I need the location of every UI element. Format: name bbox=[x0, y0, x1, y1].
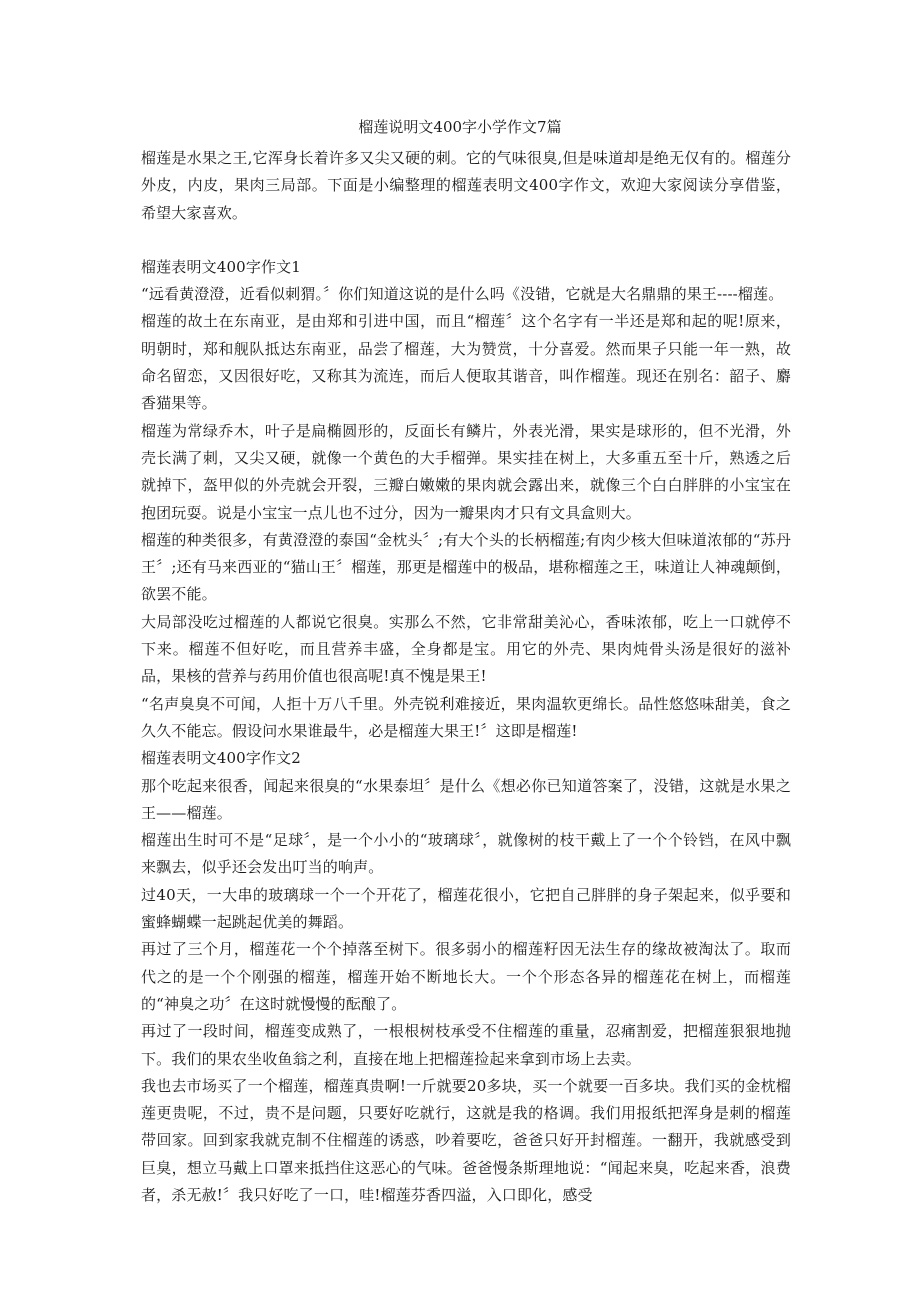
blank-line bbox=[141, 227, 791, 254]
section-heading-2: 榴莲表明文400字作文2 bbox=[141, 749, 301, 768]
paragraph: 我也去市场买了一个榴莲，榴莲真贵啊!一斤就要20多块，买一个就要一百多块。我们买的金枕榴莲更贵呢，不过，贵不是问题，只要好吃就行，这就是我的格调。我们用报纸把浑身是刺的榴莲带回家。回到家我就克制不住榴莲的诱惑，吵着要吃，爸爸只好开封榴莲。一翻开，我就感受到巨臭，想立马戴上口罩来抵挡住这恶心的气味。爸爸慢条斯理地说：“闻起来臭，吃起来香，浪费者，杀无赦!〞我只好吃了一口，哇!榴莲芬香四溢，入口即化，感受 bbox=[141, 1076, 791, 1204]
paragraph: 那个吃起来很香，闻起来很臭的“水果泰坦〞是什么《想必你已知道答案了，没错，这就是水果之王——榴莲。 bbox=[141, 776, 791, 822]
paragraph: 大局部没吃过榴莲的人都说它很臭。实那么不然，它非常甜美沁心，香味浓郁，吃上一口就停不下来。榴莲不但好吃，而且营养丰盛，全身都是宝。用它的外壳、果肉炖骨头汤是很好的滋补品，果核的营养与药用价值也很高呢!真不愧是果王! bbox=[141, 612, 791, 686]
document-body bbox=[141, 145, 791, 1209]
paragraph: 榴莲为常绿乔木，叶子是扁椭圆形的，反面长有鳞片，外表光滑，果实是球形的，但不光滑，外壳长满了刺，又尖又硬，就像一个黄色的大手榴弹。果实挂在树上，大多重五至十斤，熟透之后就掉下，盔甲似的外壳就会开裂，三瓣白嫩嫩的果肉就会露出来，就像三个白白胖胖的小宝宝在抱团玩耍。说是小宝宝一点儿也不过分，因为一瓣果肉才只有文具盒则大。 bbox=[141, 421, 791, 522]
section-heading-1: 榴莲表明文400字作文1 bbox=[141, 257, 301, 276]
paragraph: 再过了一段时间，榴莲变成熟了，一根根树枝承受不住榴莲的重量，忍痛割爱，把榴莲狠狠地抛下。我们的果农坐收鱼翁之利，直接在地上把榴莲捡起来拿到市场上去卖。 bbox=[141, 1022, 791, 1068]
paragraph: “远看黄澄澄，近看似刺猬。〞你们知道这说的是什么吗《没错，它就是大名鼎鼎的果王----榴莲。 bbox=[141, 285, 784, 304]
paragraph: 再过了三个月，榴莲花一个个掉落至树下。很多弱小的榴莲籽因无法生存的缘故被淘汰了。取而代之的是一个个刚强的榴莲，榴莲开始不断地长大。一个个形态各异的榴莲花在树上，而榴莲的“神臭之功〞在这时就慢慢的酝酿了。 bbox=[141, 940, 791, 1013]
paragraph: 榴莲的种类很多，有黄澄澄的泰国“金枕头〞;有大个头的长柄榴莲;有肉少核大但味道浓郁的“苏丹王〞;还有马来西亚的“猫山王〞榴莲，那更是榴莲中的极品，堪称榴莲之王，味道让人神魂颠倒，欲罢不能。 bbox=[141, 530, 791, 604]
paragraph: 榴莲出生时可不是“足球〞，是一个小小的“玻璃球〞，就像树的枝干戴上了一个个铃铛，在风中飘来飘去，似乎还会发出叮当的响声。 bbox=[141, 831, 791, 877]
intro-paragraph: 榴莲是水果之王,它浑身长着许多又尖又硬的刺。它的气味很臭,但是味道却是绝无仅有的。榴莲分外皮，内皮，果肉三局部。下面是小编整理的榴莲表明文400字作文，欢迎大家阅读分享借鉴，希望大家喜欢。 bbox=[141, 149, 791, 222]
paragraph: “名声臭臭不可闻，人拒十万八千里。外壳锐利难接近，果肉温软更绵长。品性悠悠味甜美，食之久久不能忘。假设问水果谁最牛，必是榴莲大果王!〞这即是榴莲! bbox=[141, 694, 791, 740]
paragraph: 过40天，一大串的玻璃球一个一个开花了，榴莲花很小，它把自己胖胖的身子架起来，似乎要和蜜蜂蝴蝶一起跳起优美的舞蹈。 bbox=[141, 885, 791, 932]
paragraph: 榴莲的故土在东南亚，是由郑和引进中国，而且“榴莲〞这个名字有一半还是郑和起的呢!原来，明朝时，郑和舰队抵达东南亚，品尝了榴莲，大为赞赏，十分喜爱。然而果子只能一年一熟，故命名留恋，又因很好吃，又称其为流连，而后人便取其谐音，叫作榴莲。现还在别名：韶子、麝香猫果等。 bbox=[141, 312, 791, 413]
document-title: 榴莲说明文400字小学作文7篇 bbox=[358, 118, 562, 136]
